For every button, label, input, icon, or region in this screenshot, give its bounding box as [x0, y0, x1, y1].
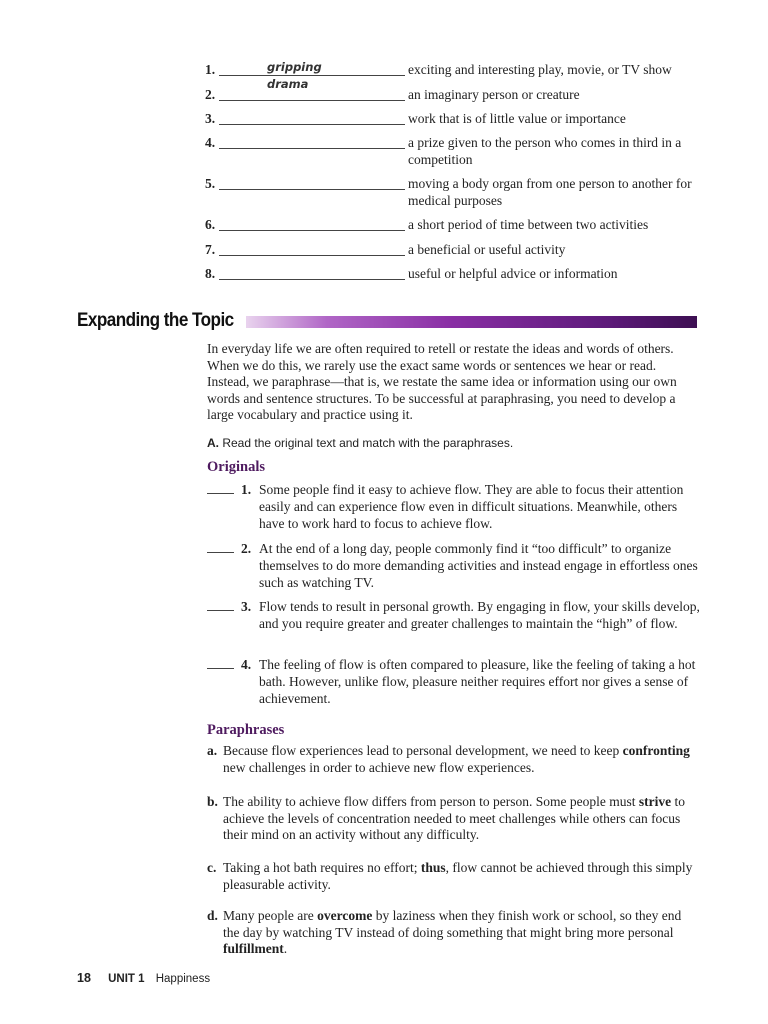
vocab-word: overcome — [317, 908, 373, 923]
vocab-definition: an imaginary person or creature — [408, 87, 580, 102]
paraphrase-label: c. — [207, 860, 217, 875]
answer-blank[interactable] — [219, 189, 405, 190]
paraphrase-text — [223, 908, 701, 958]
original-text: Flow tends to result in personal growth. By engaging in flow, your skills develop, and you require greater and greater challenges to maintain the “high” of flow. — [259, 599, 700, 631]
answer-blank[interactable] — [219, 148, 405, 149]
original-item — [207, 540, 701, 591]
vocab-number: 2. — [205, 87, 216, 102]
paraphrase-segment: new challenges in order to achieve new flow experiences. — [223, 759, 535, 775]
vocab-word: confronting — [622, 743, 690, 758]
vocab-number: 7. — [205, 242, 216, 257]
paraphrase-item — [207, 794, 701, 844]
vocab-word: thus — [420, 860, 446, 875]
original-text: At the end of a long day, people commonly find it “too difficult” to organize themselves to do more demanding activities and instead engage in effortless ones such as watching TV. — [259, 541, 698, 590]
vocab-definition: exciting and interesting play, movie, or TV show — [408, 62, 672, 77]
answer-blank[interactable] — [219, 255, 405, 256]
unit-label: UNIT 1 — [108, 973, 145, 985]
page-number: 18 — [77, 971, 91, 985]
vocab-number: 6. — [205, 217, 216, 232]
paraphrase-text — [223, 860, 701, 893]
answer-blank[interactable] — [219, 124, 405, 125]
intro-paragraph: In everyday life we are often required to retell or restate the ideas and words of others. When we do this, we rarely use the exact same words or sentences we hear or read. Instead, we paraphrase—that is, we restate the same idea or information using our own words and sentence structures. To be successful at paraphrasing, you need to develop a large vocabulary and practice using it. — [207, 341, 677, 423]
original-text: The feeling of flow is often compared to pleasure, like the feeling of taking a hot bath. However, unlike flow, pleasure neither requires effort nor gives a sense of achievement. — [259, 657, 696, 706]
original-number: 3. — [241, 599, 252, 614]
handwritten-answer: gripping drama — [267, 60, 322, 91]
exercise-instruction — [207, 436, 513, 450]
original-text: Some people find it easy to achieve flow. They are able to focus their attention easily and can experience flow even in difficult situations. Meanwhile, others have to work hard to focus to achieve flow. — [259, 482, 684, 531]
original-item — [207, 481, 701, 532]
match-blank[interactable] — [207, 668, 234, 669]
answer-blank[interactable] — [219, 279, 405, 280]
vocab-number: 5. — [205, 176, 216, 191]
paraphrase-label: a. — [207, 743, 218, 758]
original-number: 2. — [241, 541, 252, 556]
paraphrase-segment: Taking a hot bath requires no effort; — [223, 860, 421, 875]
page-footer — [77, 971, 210, 985]
vocab-word: fulfillment — [223, 941, 284, 957]
paraphrase-segment: The ability to achieve flow differs from person to person. Some people must — [223, 794, 639, 809]
original-number: 4. — [241, 657, 252, 672]
vocab-definition: useful or helpful advice or information — [408, 266, 618, 281]
paraphrase-segment: by laziness when they finish work or school, so they end the day by watching TV instead of doing something that might bring more personal — [223, 908, 682, 940]
original-number: 1. — [241, 482, 252, 497]
vocab-number: 8. — [205, 266, 216, 281]
instruction-text: Read the original text and match with the paraphrases. — [222, 436, 514, 450]
vocab-definition: moving a body organ from one person to another for medical purposes — [408, 176, 692, 208]
section-title: Expanding the Topic — [77, 310, 234, 331]
vocab-definition: work that is of little value or importance — [408, 111, 626, 126]
originals-heading: Originals — [207, 459, 266, 475]
paraphrase-text — [223, 794, 701, 844]
paraphrase-label: b. — [207, 794, 218, 809]
paraphrase-segment: , flow cannot be achieved through this simply pleasurable activity. — [223, 860, 693, 892]
paraphrase-item — [207, 860, 701, 893]
paraphrases-heading: Paraphrases — [207, 722, 285, 738]
vocab-definition: a prize given to the person who comes in third in a competition — [408, 135, 682, 167]
instruction-label: A. — [207, 436, 219, 450]
original-item — [207, 598, 701, 632]
vocab-definition: a short period of time between two activities — [408, 217, 649, 232]
answer-blank[interactable] — [219, 100, 405, 101]
vocab-number: 4. — [205, 135, 216, 150]
paraphrase-label: d. — [207, 908, 218, 923]
paraphrase-segment: to achieve the levels of concentration needed to meet challenges while others can focus their mind on an activity without any difficulty. — [223, 794, 686, 843]
paraphrase-segment: Many people are — [223, 908, 318, 923]
match-blank[interactable] — [207, 493, 234, 494]
paraphrase-segment: . — [283, 941, 288, 957]
paraphrase-text — [223, 743, 701, 776]
vocab-number: 3. — [205, 111, 216, 126]
paraphrase-segment: Because flow experiences lead to personal development, we need to keep — [223, 743, 623, 758]
unit-topic: Happiness — [155, 973, 211, 985]
original-item — [207, 656, 701, 707]
vocab-word: strive — [638, 794, 672, 809]
match-blank[interactable] — [207, 610, 234, 611]
answer-blank[interactable] — [219, 230, 405, 231]
match-blank[interactable] — [207, 552, 234, 553]
paraphrase-item — [207, 908, 701, 958]
paraphrase-item — [207, 743, 701, 776]
vocab-definition: a beneficial or useful activity — [408, 242, 566, 257]
vocab-number: 1. — [205, 62, 216, 77]
section-title-bar — [246, 316, 697, 328]
